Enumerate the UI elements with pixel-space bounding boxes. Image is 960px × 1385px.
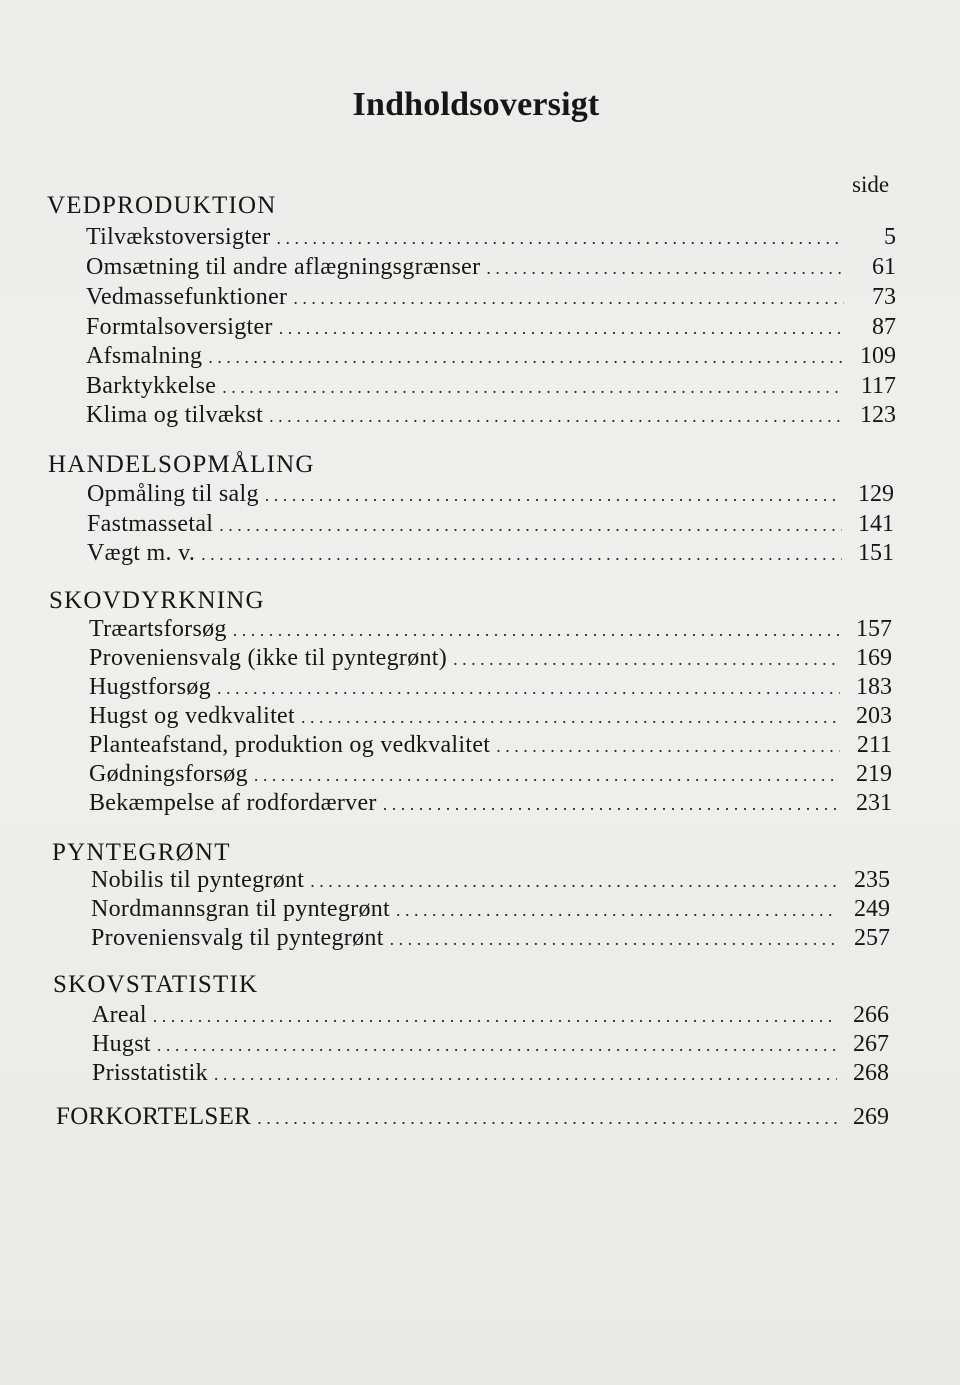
entry-page-number: 169 <box>856 645 892 671</box>
entry-page-number: 266 <box>853 1002 889 1028</box>
entry-label: Proveniensvalg (ikke til pyntegrønt) <box>89 645 448 671</box>
dot-leader <box>277 228 844 249</box>
toc-entry <box>89 674 892 704</box>
dot-leader <box>390 929 838 950</box>
entry-page-number: 249 <box>854 896 890 922</box>
entry-page-number: 151 <box>858 540 894 566</box>
entry-label: Vedmassefunktioner <box>86 284 288 310</box>
toc-entry <box>92 1060 889 1090</box>
entry-page-number: 157 <box>856 616 892 642</box>
entry-label: Hugstforsøg <box>89 674 211 700</box>
entry-page-number: 123 <box>860 402 896 428</box>
section-heading: SKOVDYRKNING <box>49 587 265 614</box>
toc-entry <box>89 616 892 646</box>
entry-label: Nordmannsgran til pyntegrønt <box>91 896 391 922</box>
entry-page-number: 203 <box>856 703 892 729</box>
section-heading: HANDELSOPMÅLING <box>48 451 315 478</box>
entry-page-number: 211 <box>856 732 892 758</box>
dot-leader <box>214 1064 837 1085</box>
entry-label: Bekæmpelse af rodfordærver <box>89 790 377 816</box>
entry-label: Vægt m. v. <box>87 540 196 566</box>
dot-leader <box>208 347 844 368</box>
section-heading: VEDPRODUKTION <box>47 192 277 219</box>
dot-leader <box>201 544 842 565</box>
entry-label: Gødningsforsøg <box>89 761 248 787</box>
toc-entry <box>91 925 890 955</box>
toc-entry <box>86 373 896 403</box>
entry-page-number: 183 <box>856 674 892 700</box>
toc-entry <box>86 402 896 432</box>
dot-leader <box>453 649 840 670</box>
entry-page-number: 141 <box>858 511 894 537</box>
section-heading: PYNTEGRØNT <box>52 839 231 866</box>
entry-page-number: 5 <box>884 224 896 250</box>
toc-entry <box>86 284 896 314</box>
toc-entry <box>92 1002 889 1032</box>
entry-label: Nobilis til pyntegrønt <box>91 867 305 893</box>
dot-leader <box>219 515 842 536</box>
entry-page-number: 267 <box>853 1031 889 1057</box>
toc-entry <box>86 254 896 284</box>
toc-entry <box>87 511 894 541</box>
dot-leader <box>310 871 838 892</box>
dot-leader <box>265 485 842 506</box>
entry-label: Hugst <box>92 1031 151 1057</box>
entry-page-number: 231 <box>856 790 892 816</box>
dot-leader <box>217 678 840 699</box>
page-title: Indholdsoversigt <box>352 86 600 123</box>
toc-entry <box>86 224 896 254</box>
toc-entry <box>91 867 890 897</box>
dot-leader <box>496 736 840 757</box>
section-heading: SKOVSTATISTIK <box>53 971 259 998</box>
entry-page-number: 235 <box>854 867 890 893</box>
toc-entry <box>87 481 894 511</box>
toc-entry <box>89 790 892 820</box>
toc-entry <box>89 761 892 791</box>
toc-entry <box>89 703 892 733</box>
entry-page-number: 268 <box>853 1060 889 1086</box>
entry-page-number: 117 <box>860 373 896 399</box>
toc-entry <box>89 732 892 762</box>
entry-label: Afsmalning <box>86 343 203 369</box>
toc-entry <box>91 896 890 926</box>
entry-page-number: 269 <box>853 1104 889 1130</box>
dot-leader <box>254 765 840 786</box>
entry-label: FORKORTELSER <box>56 1103 252 1130</box>
entry-label: Omsætning til andre aflægningsgrænser <box>86 254 481 280</box>
page-column-label: side <box>852 172 890 197</box>
dot-leader <box>233 620 840 641</box>
toc-entry <box>87 540 894 570</box>
dot-leader <box>257 1108 837 1129</box>
dot-leader <box>293 288 844 309</box>
entry-label: Prisstatistik <box>92 1060 208 1086</box>
dot-leader <box>222 377 844 398</box>
entry-label: Hugst og vedkvalitet <box>89 703 295 729</box>
entry-page-number: 73 <box>872 284 896 310</box>
dot-leader <box>279 318 844 339</box>
entry-label: Tilvækstoversigter <box>86 224 271 250</box>
entry-label: Formtalsoversigter <box>86 314 273 340</box>
toc-entry <box>92 1031 889 1061</box>
dot-leader <box>486 258 844 279</box>
entry-label: Areal <box>92 1002 147 1028</box>
entry-page-number: 61 <box>872 254 896 280</box>
entry-page-number: 219 <box>856 761 892 787</box>
entry-label: Planteafstand, produktion og vedkvalitet <box>89 732 491 758</box>
dot-leader <box>396 900 838 921</box>
toc-entry-abbreviations <box>56 1103 889 1133</box>
entry-label: Fastmassetal <box>87 511 214 537</box>
entry-label: Opmåling til salg <box>87 481 259 507</box>
entry-page-number: 129 <box>858 481 894 507</box>
dot-leader <box>153 1006 837 1027</box>
entry-page-number: 87 <box>872 314 896 340</box>
dot-leader <box>269 406 844 427</box>
entry-label: Træartsforsøg <box>89 616 227 642</box>
dot-leader <box>157 1035 837 1056</box>
toc-entry <box>86 314 896 344</box>
entry-label: Proveniensvalg til pyntegrønt <box>91 925 384 951</box>
toc-entry <box>89 645 892 675</box>
dot-leader <box>301 707 840 728</box>
entry-label: Klima og tilvækst <box>86 402 264 428</box>
entry-page-number: 257 <box>854 925 890 951</box>
entry-label: Barktykkelse <box>86 373 217 399</box>
entry-page-number: 109 <box>860 343 896 369</box>
dot-leader <box>383 794 840 815</box>
toc-entry <box>86 343 896 373</box>
